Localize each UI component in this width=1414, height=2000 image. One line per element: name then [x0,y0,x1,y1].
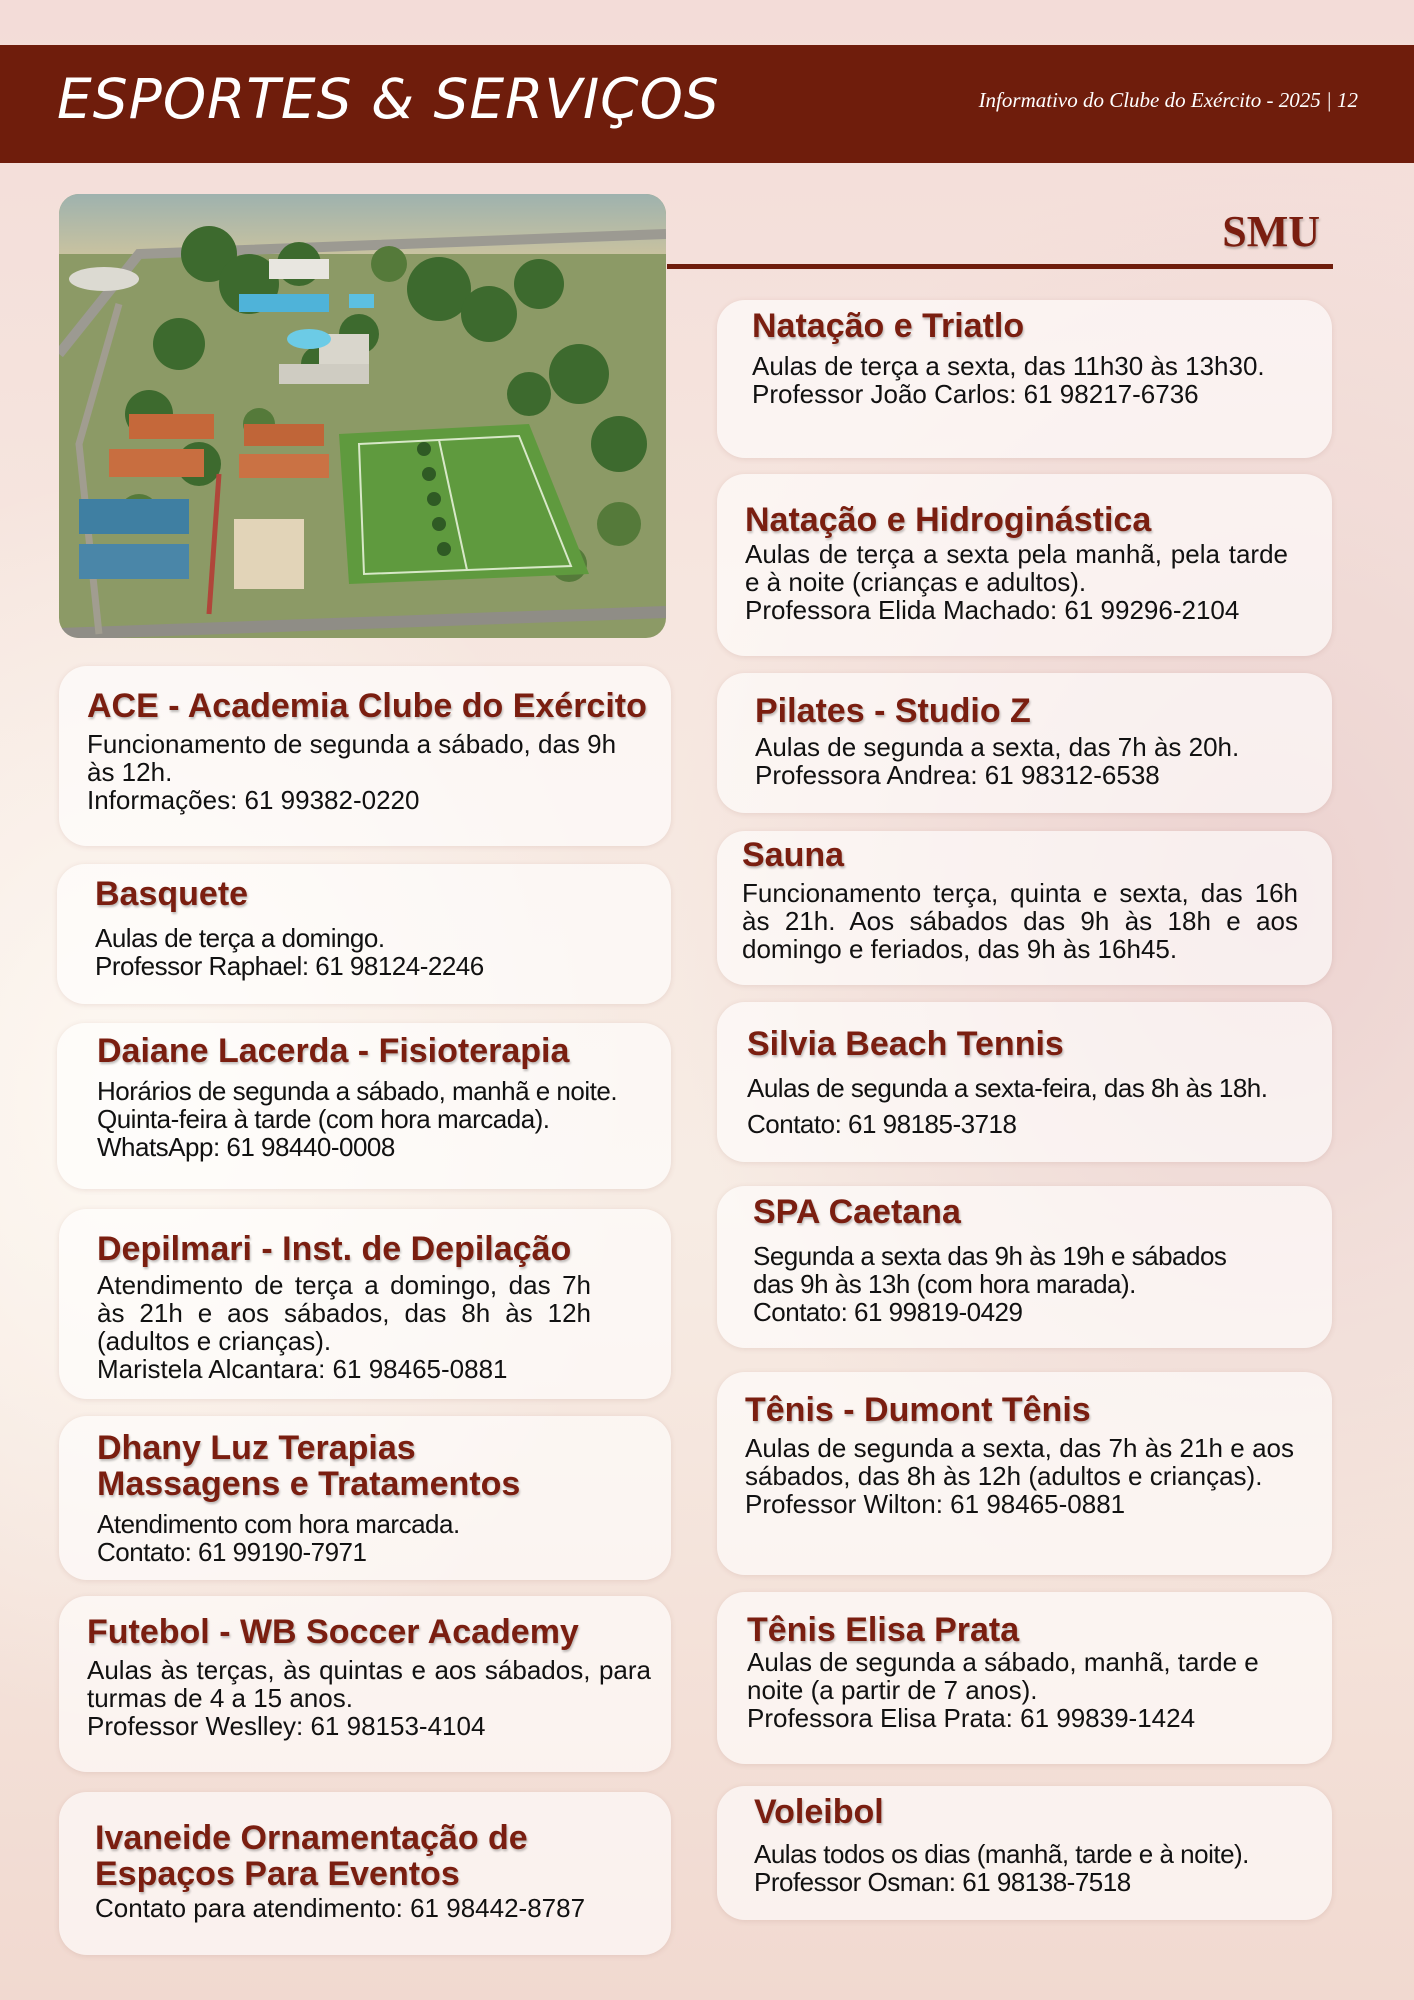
header-band [0,45,1414,163]
card-title: Daiane Lacerda - Fisioterapia [97,1032,570,1070]
card-title: Natação e Triatlo [752,307,1025,345]
service-card-natacao-hidroginastica [717,474,1332,656]
card-title: Tênis - Dumont Tênis [745,1391,1091,1429]
card-body [87,730,643,814]
card-line: Professor Raphael: 61 98124-2246 [95,951,484,981]
card-body [747,1070,1302,1142]
card-line: Contato para atendimento: 61 98442-8787 [95,1893,586,1923]
card-body [755,733,1302,789]
card-line: Contato: 61 98185-3718 [747,1109,1017,1139]
service-card-futebol [59,1596,671,1772]
card-title: Depilmari - Inst. de Depilação [97,1230,572,1268]
card-body [87,1656,651,1740]
card-line: Atendimento com hora marcada. [97,1509,460,1539]
card-line: Contato: 61 99819-0429 [753,1297,1023,1327]
service-card-dumont-tenis [717,1372,1332,1575]
card-title: Voleibol [754,1793,884,1831]
card-title: Sauna [742,836,845,874]
card-line: Horários de segunda a sábado, manhã e noite. [97,1076,618,1106]
service-card-spa-caetana [717,1186,1332,1348]
card-line: Contato: 61 99190-7971 [97,1537,367,1567]
card-line: Informações: 61 99382-0220 [87,785,420,815]
card-line: WhatsApp: 61 98440-0008 [97,1132,395,1162]
service-card-dhany-luz [59,1416,671,1580]
card-line: Professor Osman: 61 98138-7518 [754,1867,1131,1897]
service-card-ace [59,666,671,846]
card-line: Professor Weslley: 61 98153-4104 [87,1711,486,1741]
card-line: Aulas às terças, às quintas e aos sábados, para turmas de 4 a 15 anos. [87,1655,651,1713]
card-line: Atendimento de terça a domingo, das 7h às 21h e aos sábados, das 8h às 12h (adultos e crianças). [97,1270,591,1356]
card-title: Pilates - Studio Z [755,692,1031,730]
section-label-smu: SMU [1222,207,1320,256]
card-line: Professor Wilton: 61 98465-0881 [745,1489,1126,1519]
card-line: Aulas todos os dias (manhã, tarde e à noite). [754,1839,1249,1869]
service-card-elisa-prata [717,1592,1332,1764]
card-body [745,540,1288,624]
card-line: Maristela Alcantara: 61 98465-0881 [97,1354,508,1384]
card-line: Aulas de segunda a sexta, das 7h às 21h e aos sábados, das 8h às 12h (adultos e crianças). [745,1433,1294,1491]
card-body [745,1434,1294,1518]
service-card-basquete [57,864,671,1004]
card-title: Tênis Elisa Prata [747,1611,1020,1649]
card-line: Funcionamento de segunda a sábado, das 9h às 12h. [87,729,617,787]
service-card-sauna [717,831,1332,985]
card-line: Aulas de terça a sexta, das 11h30 às 13h30. [752,351,1265,381]
card-line: Funcionamento terça, quinta e sexta, das 16h às 21h. Aos sábados das 9h às 18h e aos domingo e feriados, das 9h às 16h45. [742,878,1298,964]
section-divider [667,264,1333,269]
publication-subtitle: Informativo do Clube do Exército - 2025 | 12 [978,88,1358,112]
service-card-depilmari [59,1209,671,1399]
card-body [753,1242,1272,1326]
service-card-fisioterapia [57,1023,671,1189]
card-line: Aulas de terça a sexta pela manhã, pela tarde e à noite (crianças e adultos). [745,539,1288,597]
card-title: Silvia Beach Tennis [747,1025,1064,1063]
card-body [747,1648,1288,1732]
service-card-voleibol [717,1786,1332,1920]
service-card-pilates [717,673,1332,813]
card-line: Aulas de segunda a sexta, das 7h às 20h. [755,732,1240,762]
card-title: Natação e Hidroginástica [745,501,1152,539]
service-card-natacao-triatlo [717,300,1332,458]
card-title: Futebol - WB Soccer Academy [87,1613,579,1651]
card-title: Basquete [95,875,249,913]
card-body [97,1077,637,1161]
card-line: Professora Elisa Prata: 61 99839-1424 [747,1703,1196,1733]
card-title-line2: Massagens e Tratamentos [97,1465,521,1503]
card-body [742,879,1298,963]
card-title: ACE - Academia Clube do Exército [87,687,647,725]
card-body [752,352,1276,408]
card-line: Professora Andrea: 61 98312-6538 [755,760,1160,790]
page-title: ESPORTES & SERVIÇOS [57,67,720,131]
club-aerial-photo [59,194,666,638]
card-line: Aulas de terça a domingo. [95,923,385,953]
card-title: SPA Caetana [753,1193,961,1231]
service-card-ivaneide [59,1792,671,1955]
card-body [97,1271,591,1383]
card-body [754,1840,1302,1896]
card-body [97,1510,633,1566]
card-title: Ivaneide Ornamentação de [95,1819,528,1857]
card-line: Aulas de segunda a sábado, manhã, tarde e noite (a partir de 7 anos). [747,1647,1259,1705]
card-body [95,1894,641,1922]
card-line: Aulas de segunda a sexta-feira, das 8h às 18h. [747,1073,1268,1103]
card-line: Segunda a sexta das 9h às 19h e sábados das 9h às 13h (com hora marada). [753,1241,1227,1299]
card-title: Dhany Luz Terapias [97,1429,416,1467]
card-line: Quinta-feira à tarde (com hora marcada). [97,1104,550,1134]
card-line: Professor João Carlos: 61 98217-6736 [752,379,1199,409]
card-body [95,924,633,980]
service-card-silvia-beach-tennis [717,1002,1332,1162]
card-line: Professora Elida Machado: 61 99296-2104 [745,595,1240,625]
card-title-line2: Espaços Para Eventos [95,1855,460,1893]
